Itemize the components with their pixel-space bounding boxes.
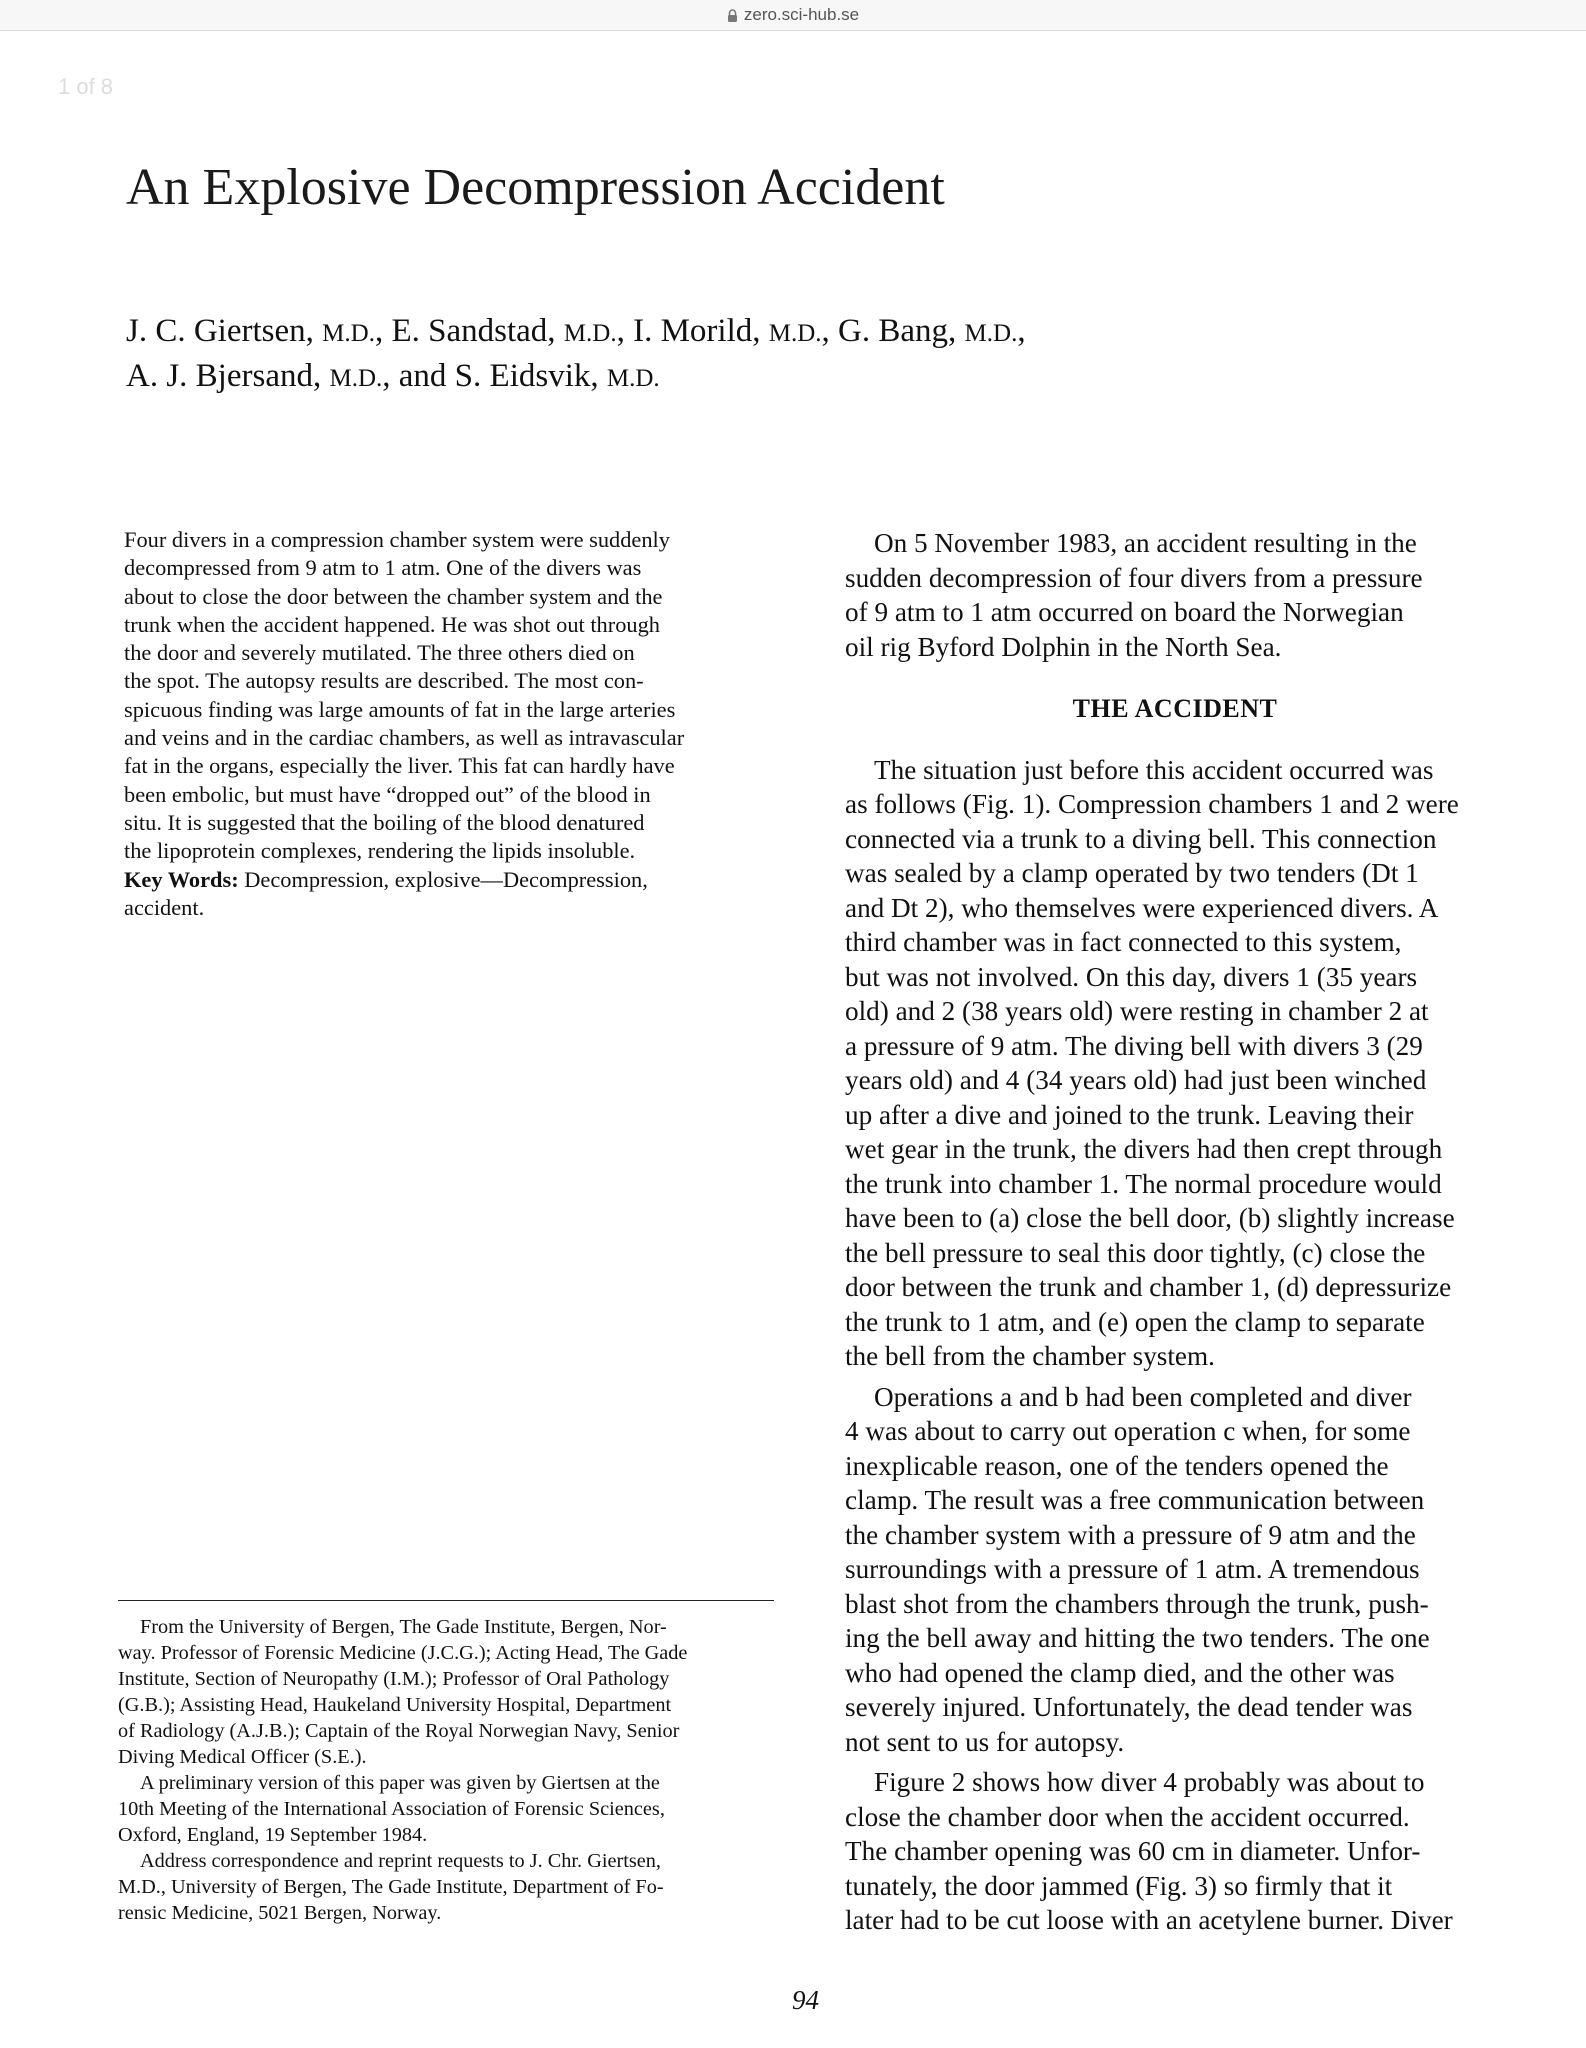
body-paragraph bbox=[845, 753, 1505, 1374]
section-body bbox=[845, 753, 1505, 1938]
body-line: Figure 2 shows how diver 4 probably was about to bbox=[874, 1767, 1425, 1797]
key-words-line bbox=[124, 866, 779, 894]
body-line: surroundings with a pressure of 1 atm. A tremendous bbox=[845, 1554, 1420, 1584]
body-line: oil rig Byford Dolphin in the North Sea. bbox=[845, 631, 1282, 662]
body-line: The situation just before this accident occurred was bbox=[874, 754, 1434, 785]
body-line: years old) and 4 (34 years old) had just been winched bbox=[845, 1065, 1427, 1095]
footnote-line: of Radiology (A.J.B.); Captain of the Royal Norwegian Navy, Senior bbox=[118, 1720, 680, 1742]
section-heading: THE ACCIDENT bbox=[1072, 694, 1278, 723]
author-name: G. Bang, bbox=[838, 313, 965, 349]
footnote-paragraph bbox=[118, 1614, 778, 1770]
body-line: was sealed by a clamp operated by two tenders (Dt 1 bbox=[845, 858, 1419, 888]
body-line: wet gear in the trunk, the divers had then crept through bbox=[845, 1134, 1443, 1164]
footnote-line: Oxford, England, 19 September 1984. bbox=[118, 1824, 428, 1846]
body-line: a pressure of 9 atm. The diving bell with divers 3 (29 bbox=[845, 1030, 1423, 1061]
abstract-line: decompressed from 9 atm to 1 atm. One of the divers was bbox=[124, 555, 642, 581]
abstract-line: the door and severely mutilated. The three others died on bbox=[124, 640, 635, 666]
body-line: but was not involved. On this day, divers 1 (35 years bbox=[845, 961, 1418, 992]
author-name: E. Sandstad, bbox=[391, 313, 564, 349]
body-line: up after a dive and joined to the trunk. Leaving their bbox=[845, 1099, 1414, 1130]
key-words-text-cont: accident. bbox=[124, 894, 205, 920]
key-words-label: Key Words: bbox=[124, 866, 239, 892]
footnote-divider bbox=[118, 1600, 774, 1601]
author-name: J. C. Giertsen, bbox=[126, 313, 323, 349]
body-line: sudden decompression of four divers from a pressure bbox=[845, 562, 1423, 593]
body-line: the bell from the chamber system. bbox=[845, 1341, 1215, 1371]
footnote-line: way. Professor of Forensic Medicine (J.C.G.); Acting Head, The Gade bbox=[118, 1642, 688, 1664]
body-line: On 5 November 1983, an accident resulting in the bbox=[874, 528, 1417, 558]
author-list bbox=[126, 310, 1226, 400]
author-degree: M.D. bbox=[322, 320, 375, 347]
footnote-line: Diving Medical Officer (S.E.). bbox=[118, 1746, 367, 1768]
body-line: The chamber opening was 60 cm in diameter. Unfor- bbox=[845, 1836, 1421, 1866]
browser-url-bar[interactable] bbox=[0, 0, 1586, 31]
body-line: the trunk into chamber 1. The normal procedure would bbox=[845, 1168, 1442, 1199]
author-separator: , bbox=[821, 313, 839, 349]
abstract-line: the spot. The autopsy results are described. The most con- bbox=[124, 668, 644, 694]
abstract-line: and veins and in the cardiac chambers, as well as intravascular bbox=[124, 725, 685, 751]
body-line: the bell pressure to seal this door tightly, (c) close the bbox=[845, 1237, 1426, 1268]
author-degree: M.D. bbox=[606, 365, 660, 392]
footnote-line: rensic Medicine, 5021 Bergen, Norway. bbox=[118, 1902, 442, 1924]
abstract-line: situ. It is suggested that the boiling of the blood denatured bbox=[124, 809, 645, 835]
author-degree: M.D. bbox=[768, 320, 822, 347]
author-line-2 bbox=[126, 355, 1226, 400]
footnote-paragraph bbox=[118, 1848, 778, 1926]
footnote-line: M.D., University of Bergen, The Gade Institute, Department of Fo- bbox=[118, 1876, 664, 1898]
body-line: inexplicable reason, one of the tenders opened the bbox=[845, 1450, 1389, 1481]
abstract-line: the lipoprotein complexes, rendering the lipids insoluble. bbox=[124, 838, 636, 864]
body-line: connected via a trunk to a diving bell. This connection bbox=[845, 823, 1437, 854]
body-line: later had to be cut loose with an acetylene burner. Diver bbox=[845, 1905, 1453, 1935]
abstract-line: about to close the door between the chamber system and the bbox=[124, 583, 663, 609]
footnote-line: Address correspondence and reprint requests to J. Chr. Giertsen, bbox=[140, 1850, 661, 1872]
body-line: third chamber was in fact connected to this system, bbox=[845, 927, 1402, 957]
footnote-line: (G.B.); Assisting Head, Haukeland University Hospital, Department bbox=[118, 1694, 672, 1716]
page-counter: 1 of 8 bbox=[58, 74, 114, 99]
abstract-line: spicuous finding was large amounts of fat in the large arteries bbox=[124, 696, 676, 722]
abstract-line: been embolic, but must have “dropped out” of the blood in bbox=[124, 781, 651, 807]
author-degree: M.D. bbox=[563, 320, 617, 347]
footnote-line: 10th Meeting of the International Association of Forensic Sciences, bbox=[118, 1798, 665, 1820]
body-text-column bbox=[845, 526, 1505, 1938]
article-title: An Explosive Decompression Accident bbox=[126, 159, 945, 216]
abstract-line: fat in the organs, especially the liver. This fat can hardly have bbox=[124, 753, 675, 779]
page-number: 94 bbox=[792, 1985, 819, 2015]
body-line: the trunk to 1 atm, and (e) open the clamp to separate bbox=[845, 1306, 1425, 1337]
body-line: as follows (Fig. 1). Compression chambers 1 and 2 were bbox=[845, 789, 1459, 819]
body-line: old) and 2 (38 years old) were resting in chamber 2 at bbox=[845, 996, 1429, 1026]
body-line: severely injured. Unfortunately, the dead tender was bbox=[845, 1692, 1413, 1722]
body-line: blast shot from the chambers through the trunk, push- bbox=[845, 1588, 1429, 1619]
author-degree: M.D. bbox=[329, 365, 383, 392]
lock-icon bbox=[727, 9, 738, 22]
author-name: A. J. Bjersand, bbox=[126, 358, 330, 394]
body-line: not sent to us for autopsy. bbox=[845, 1726, 1125, 1757]
body-line: clamp. The result was a free communication between bbox=[845, 1485, 1425, 1515]
author-name: and S. Eidsvik, bbox=[398, 358, 607, 394]
body-line: ing the bell away and hitting the two tenders. The one bbox=[845, 1623, 1430, 1653]
author-separator: , bbox=[374, 313, 392, 349]
body-line: 4 was about to carry out operation c when, for some bbox=[845, 1416, 1411, 1446]
body-line: door between the trunk and chamber 1, (d) depressurize bbox=[845, 1272, 1452, 1302]
author-line-1 bbox=[126, 310, 1226, 355]
footnotes bbox=[118, 1614, 778, 1926]
footnote-line: Institute, Section of Neuropathy (I.M.); Professor of Oral Pathology bbox=[118, 1668, 670, 1690]
body-paragraph bbox=[845, 1765, 1505, 1938]
body-line: Operations a and b had been completed and diver bbox=[874, 1381, 1412, 1412]
body-line: have been to (a) close the bell door, (b) slightly increase bbox=[845, 1203, 1455, 1233]
key-words-text: Decompression, explosive—Decompression, bbox=[238, 866, 648, 892]
author-separator: , bbox=[382, 358, 399, 394]
abstract-line: trunk when the accident happened. He was shot out through bbox=[124, 611, 660, 637]
author-separator: , bbox=[1017, 313, 1026, 349]
footnote-paragraph bbox=[118, 1770, 778, 1848]
body-line: of 9 atm to 1 atm occurred on board the Norwegian bbox=[845, 597, 1404, 627]
body-line: who had opened the clamp died, and the other was bbox=[845, 1657, 1395, 1688]
body-line: the chamber system with a pressure of 9 atm and the bbox=[845, 1519, 1416, 1550]
author-degree: M.D. bbox=[964, 320, 1018, 347]
abstract-line: Four divers in a compression chamber system were suddenly bbox=[124, 527, 670, 552]
body-line: and Dt 2), who themselves were experienced divers. A bbox=[845, 892, 1439, 923]
body-line: close the chamber door when the accident occurred. bbox=[845, 1801, 1410, 1832]
author-name: I. Morild, bbox=[633, 313, 769, 349]
body-line: tunately, the door jammed (Fig. 3) so firmly that it bbox=[845, 1870, 1393, 1901]
footnote-line: From the University of Bergen, The Gade Institute, Bergen, Nor- bbox=[140, 1616, 667, 1638]
url-text: zero.sci-hub.se bbox=[743, 5, 860, 24]
author-separator: , bbox=[616, 313, 634, 349]
body-paragraph bbox=[845, 1380, 1505, 1760]
intro-paragraph bbox=[845, 526, 1505, 664]
footnote-line: A preliminary version of this paper was given by Giertsen at the bbox=[140, 1772, 660, 1794]
abstract bbox=[124, 526, 779, 922]
